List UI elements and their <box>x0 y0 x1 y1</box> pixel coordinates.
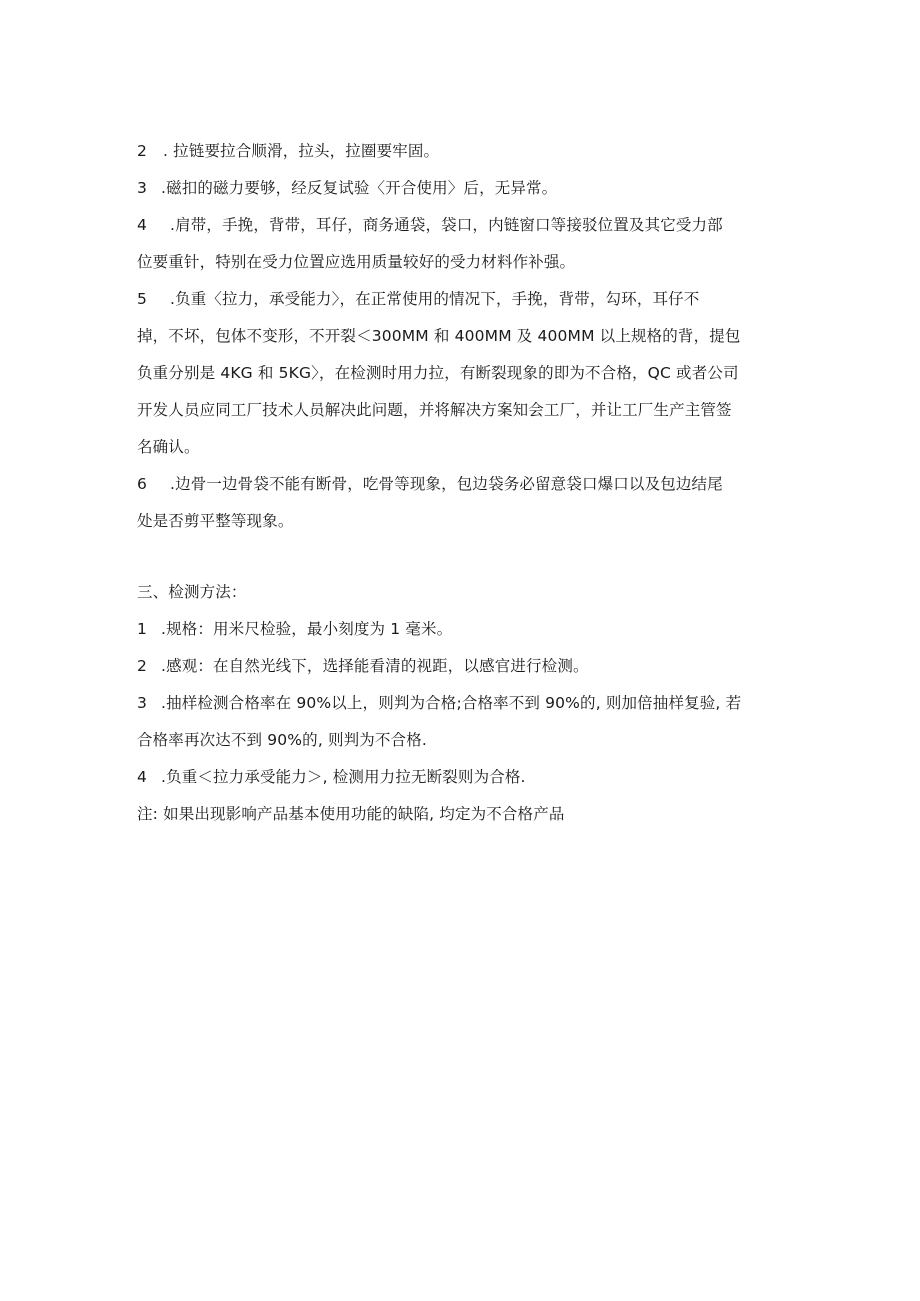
item-2-5-cont <box>137 318 787 355</box>
item-2-6 <box>137 466 787 503</box>
item-text: .负重＜拉力承受能力＞, 检测用力拉无断裂则为合格. <box>161 768 526 786</box>
item-2-5-cont <box>137 392 787 429</box>
item-text: .肩带，手挽，背带，耳仔，商务通袋，袋口，内链窗口等接驳位置及其它受力部 <box>170 216 723 234</box>
item-3-1 <box>137 611 787 648</box>
note: 注: 如果出现影响产品基本使用功能的缺陷, 均定为不合格产品 <box>137 805 565 823</box>
item-number: 4 <box>137 216 148 234</box>
item-2-3 <box>137 170 787 207</box>
item-3-3-cont <box>137 722 787 759</box>
item-text: .负重〈拉力，承受能力〉，在正常使用的情况下，手挽，背带，勾环，耳仔不 <box>170 290 700 308</box>
item-number: 2 <box>137 142 148 160</box>
item-text: 开发人员应同工厂技术人员解决此问题，并将解决方案知会工厂，并让工厂生产主管签 <box>137 401 732 419</box>
item-text: .感观：在自然光线下，选择能看清的视距，以感官进行检测。 <box>161 657 589 675</box>
item-text: .抽样检测合格率在 90%以上，则判为合格;合格率不到 90%的, 则加倍抽样复验, 若 <box>161 694 742 712</box>
item-number: 1 <box>137 620 148 638</box>
item-number: 6 <box>137 475 148 493</box>
item-number: 3 <box>137 179 148 197</box>
item-2-5 <box>137 281 787 318</box>
item-2-5-cont <box>137 429 787 466</box>
item-3-4 <box>137 759 787 796</box>
item-3-2 <box>137 648 787 685</box>
item-text: .规格：用米尺检验，最小刻度为 1 毫米。 <box>161 620 453 638</box>
item-2-4-cont <box>137 244 787 281</box>
item-text: 处是否剪平整等现象。 <box>137 512 294 530</box>
item-2-2 <box>137 133 787 170</box>
item-number: 3 <box>137 694 148 712</box>
item-number: 5 <box>137 290 148 308</box>
item-text: . 拉链要拉合顺滑，拉头，拉圈要牢固。 <box>163 142 440 160</box>
item-text: .边骨一边骨袋不能有断骨，吃骨等现象，包边袋务必留意袋口爆口以及包边结尾 <box>170 475 723 493</box>
item-2-6-cont <box>137 503 787 540</box>
item-text: 负重分别是 4KG 和 5KG〉，在检测时用力拉，有断裂现象的即为不合格，QC 或者公司 <box>137 364 739 382</box>
section-spacer <box>137 540 787 574</box>
document-body <box>137 133 787 833</box>
item-text: 合格率再次达不到 90%的, 则判为不合格. <box>137 731 427 749</box>
item-3-3 <box>137 685 787 722</box>
item-2-5-cont <box>137 355 787 392</box>
item-number: 2 <box>137 657 148 675</box>
item-text: 掉，不坏，包体不变形，不开裂＜300MM 和 400MM 及 400MM 以上规格的背，提包 <box>137 327 741 345</box>
section-heading: 三、检测方法： <box>137 583 247 601</box>
item-text: 位要重针，特别在受力位置应选用质量较好的受力材料作补强。 <box>137 253 576 271</box>
item-text: 名确认。 <box>137 438 200 456</box>
item-text: .磁扣的磁力要够，经反复试验〈开合使用〉后，无异常。 <box>161 179 558 197</box>
item-number: 4 <box>137 768 148 786</box>
item-2-4 <box>137 207 787 244</box>
